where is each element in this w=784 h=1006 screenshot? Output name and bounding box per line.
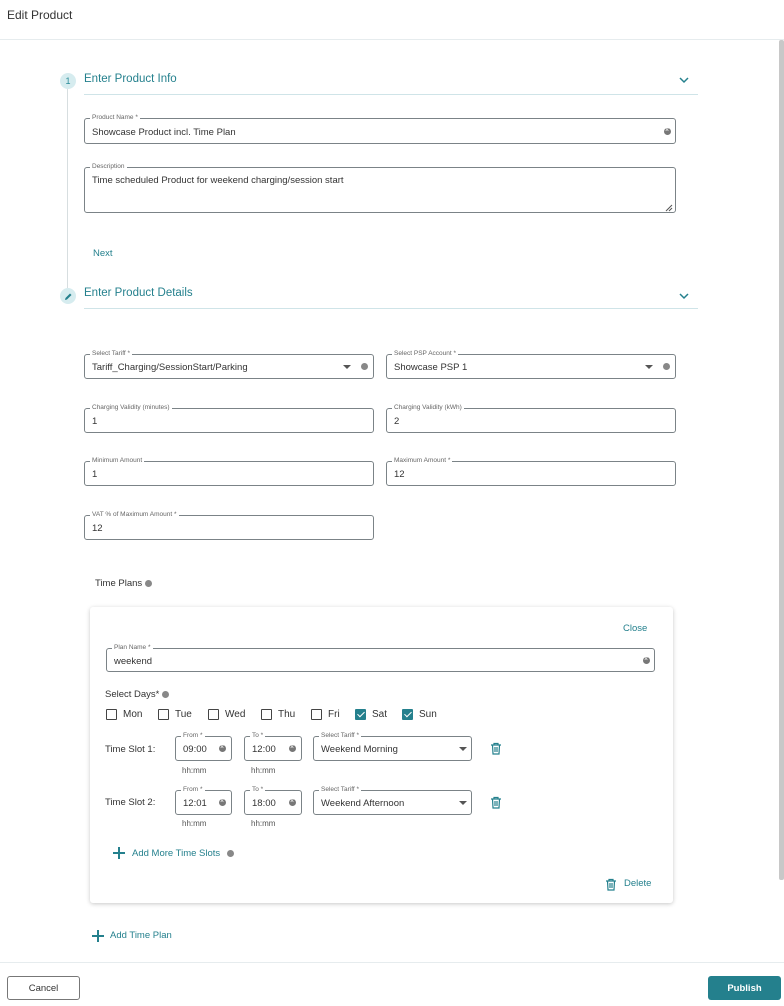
plan-name-label: Plan Name * bbox=[114, 644, 151, 651]
cancel-button[interactable]: Cancel bbox=[7, 976, 80, 1000]
time-plans-title: Time Plans bbox=[95, 578, 143, 589]
day-checkbox-mon[interactable] bbox=[106, 709, 142, 720]
select-psp-label: Select PSP Account * bbox=[394, 350, 457, 357]
day-checkbox-tue[interactable] bbox=[158, 709, 192, 720]
checkbox[interactable] bbox=[106, 709, 117, 720]
caret-down-icon[interactable] bbox=[343, 365, 351, 369]
to-label: To * bbox=[252, 732, 264, 739]
next-button[interactable]: Next bbox=[93, 248, 113, 259]
day-label: Tue bbox=[175, 709, 192, 720]
tariff-value: Weekend Afternoon bbox=[321, 798, 405, 809]
product-name-field[interactable] bbox=[84, 114, 676, 144]
plus-icon[interactable] bbox=[92, 930, 104, 942]
clear-icon[interactable] bbox=[664, 128, 671, 135]
maximum-amount-value: 12 bbox=[394, 469, 405, 480]
tariff-value: Weekend Morning bbox=[321, 744, 398, 755]
time-format-hint: hh:mm bbox=[251, 819, 276, 828]
trash-icon[interactable] bbox=[490, 742, 502, 755]
publish-button[interactable]: Publish bbox=[708, 976, 781, 1000]
tariff-label: Select Tariff * bbox=[321, 786, 360, 793]
minimum-amount-label: Minimum Amount bbox=[92, 457, 143, 464]
to-value: 18:00 bbox=[252, 798, 276, 809]
checkbox-checked[interactable] bbox=[355, 709, 366, 720]
select-tariff-label: Select Tariff * bbox=[92, 350, 131, 357]
product-name-label: Product Name * bbox=[92, 114, 138, 121]
checkbox[interactable] bbox=[311, 709, 322, 720]
plan-name-field[interactable] bbox=[106, 644, 655, 672]
checkbox[interactable] bbox=[261, 709, 272, 720]
info-icon[interactable] bbox=[227, 850, 234, 857]
caret-down-icon[interactable] bbox=[459, 801, 467, 805]
minimum-amount-value: 1 bbox=[92, 469, 98, 480]
time-slot-1-to-field[interactable] bbox=[244, 732, 302, 761]
vat-field[interactable] bbox=[84, 511, 374, 540]
day-label: Thu bbox=[278, 709, 296, 720]
step-2-title[interactable]: Enter Product Details bbox=[84, 287, 193, 299]
select-tariff-dropdown[interactable] bbox=[84, 350, 374, 379]
info-icon[interactable] bbox=[162, 691, 169, 698]
step-1-divider bbox=[84, 94, 698, 95]
day-label: Sat bbox=[372, 709, 388, 720]
step-2-badge bbox=[60, 288, 76, 304]
time-slot-2-label: Time Slot 2: bbox=[105, 797, 156, 808]
caret-down-icon[interactable] bbox=[645, 365, 653, 369]
day-checkbox-wed[interactable] bbox=[208, 709, 245, 720]
day-label: Sun bbox=[419, 709, 437, 720]
from-value: 12:01 bbox=[183, 798, 207, 809]
time-slot-2-from-field[interactable] bbox=[175, 786, 232, 815]
time-format-hint: hh:mm bbox=[182, 819, 207, 828]
product-name-value: Showcase Product incl. Time Plan bbox=[92, 127, 236, 138]
chevron-down-icon[interactable] bbox=[678, 290, 690, 302]
trash-icon[interactable] bbox=[490, 796, 502, 809]
description-value: Time scheduled Product for weekend charging/session start bbox=[92, 175, 344, 186]
scrollbar[interactable] bbox=[779, 40, 784, 880]
tariff-label: Select Tariff * bbox=[321, 732, 360, 739]
step-1-badge bbox=[60, 73, 76, 89]
to-value: 12:00 bbox=[252, 744, 276, 755]
time-format-hint: hh:mm bbox=[182, 766, 207, 775]
charging-validity-minutes-field[interactable] bbox=[84, 404, 374, 433]
stepper-line bbox=[67, 88, 68, 288]
resize-handle-icon[interactable] bbox=[665, 204, 673, 212]
time-format-hint: hh:mm bbox=[251, 766, 276, 775]
clear-icon[interactable] bbox=[643, 657, 650, 664]
bottom-bar bbox=[0, 962, 784, 1006]
description-field[interactable] bbox=[84, 163, 676, 213]
charging-validity-kwh-value: 2 bbox=[394, 416, 400, 427]
select-psp-dropdown[interactable] bbox=[386, 350, 676, 379]
add-time-plan-button[interactable]: Add Time Plan bbox=[110, 930, 172, 941]
caret-down-icon[interactable] bbox=[459, 747, 467, 751]
pencil-icon bbox=[64, 292, 73, 301]
charging-validity-minutes-label: Charging Validity (minutes) bbox=[92, 404, 170, 411]
select-psp-value: Showcase PSP 1 bbox=[394, 362, 468, 373]
select-days-label: Select Days* bbox=[105, 689, 160, 700]
charging-validity-kwh-field[interactable] bbox=[386, 404, 676, 433]
clear-icon[interactable] bbox=[219, 745, 226, 752]
description-label: Description bbox=[92, 163, 125, 170]
day-checkbox-sat[interactable] bbox=[355, 709, 387, 720]
charging-validity-kwh-label: Charging Validity (kWh) bbox=[394, 404, 462, 411]
day-checkbox-thu[interactable] bbox=[261, 709, 295, 720]
step-2-divider bbox=[84, 308, 698, 309]
delete-time-plan-button[interactable]: Delete bbox=[624, 878, 652, 889]
maximum-amount-field[interactable] bbox=[386, 457, 676, 486]
day-label: Mon bbox=[123, 709, 143, 720]
close-button[interactable]: Close bbox=[623, 623, 648, 634]
checkbox-checked[interactable] bbox=[402, 709, 413, 720]
from-label: From * bbox=[183, 732, 203, 739]
info-icon[interactable] bbox=[361, 363, 368, 370]
select-tariff-value: Tariff_Charging/SessionStart/Parking bbox=[92, 362, 248, 373]
clear-icon[interactable] bbox=[289, 745, 296, 752]
to-label: To * bbox=[252, 786, 264, 793]
from-value: 09:00 bbox=[183, 744, 207, 755]
time-slot-2-to-field[interactable] bbox=[244, 786, 302, 815]
clear-icon[interactable] bbox=[289, 799, 296, 806]
info-icon[interactable] bbox=[663, 363, 670, 370]
vat-label: VAT % of Maximum Amount * bbox=[92, 511, 177, 518]
maximum-amount-label: Maximum Amount * bbox=[394, 457, 451, 464]
time-slot-1-label: Time Slot 1: bbox=[105, 744, 156, 755]
time-slot-1-tariff-dropdown[interactable] bbox=[313, 732, 472, 761]
page-title: Edit Product bbox=[7, 8, 73, 22]
step-1-title[interactable]: Enter Product Info bbox=[84, 73, 177, 85]
step-number: 1 bbox=[65, 76, 71, 86]
time-slot-2-tariff-dropdown[interactable] bbox=[313, 786, 472, 815]
day-checkbox-sun[interactable] bbox=[402, 709, 437, 720]
from-label: From * bbox=[183, 786, 203, 793]
charging-validity-minutes-value: 1 bbox=[92, 416, 98, 427]
minimum-amount-field[interactable] bbox=[84, 457, 374, 486]
day-label: Wed bbox=[225, 709, 246, 720]
vat-value: 12 bbox=[92, 523, 103, 534]
chevron-down-icon[interactable] bbox=[678, 74, 690, 86]
top-bar bbox=[0, 0, 784, 40]
day-checkbox-fri[interactable] bbox=[311, 709, 340, 720]
plus-icon[interactable] bbox=[113, 847, 125, 859]
day-label: Fri bbox=[328, 709, 340, 720]
checkbox[interactable] bbox=[158, 709, 169, 720]
trash-icon[interactable] bbox=[605, 878, 617, 891]
clear-icon[interactable] bbox=[219, 799, 226, 806]
plan-name-value: weekend bbox=[114, 656, 153, 667]
time-slot-1-from-field[interactable] bbox=[175, 732, 232, 761]
checkbox[interactable] bbox=[208, 709, 219, 720]
info-icon[interactable] bbox=[145, 580, 152, 587]
add-more-time-slots-button[interactable]: Add More Time Slots bbox=[132, 848, 221, 859]
